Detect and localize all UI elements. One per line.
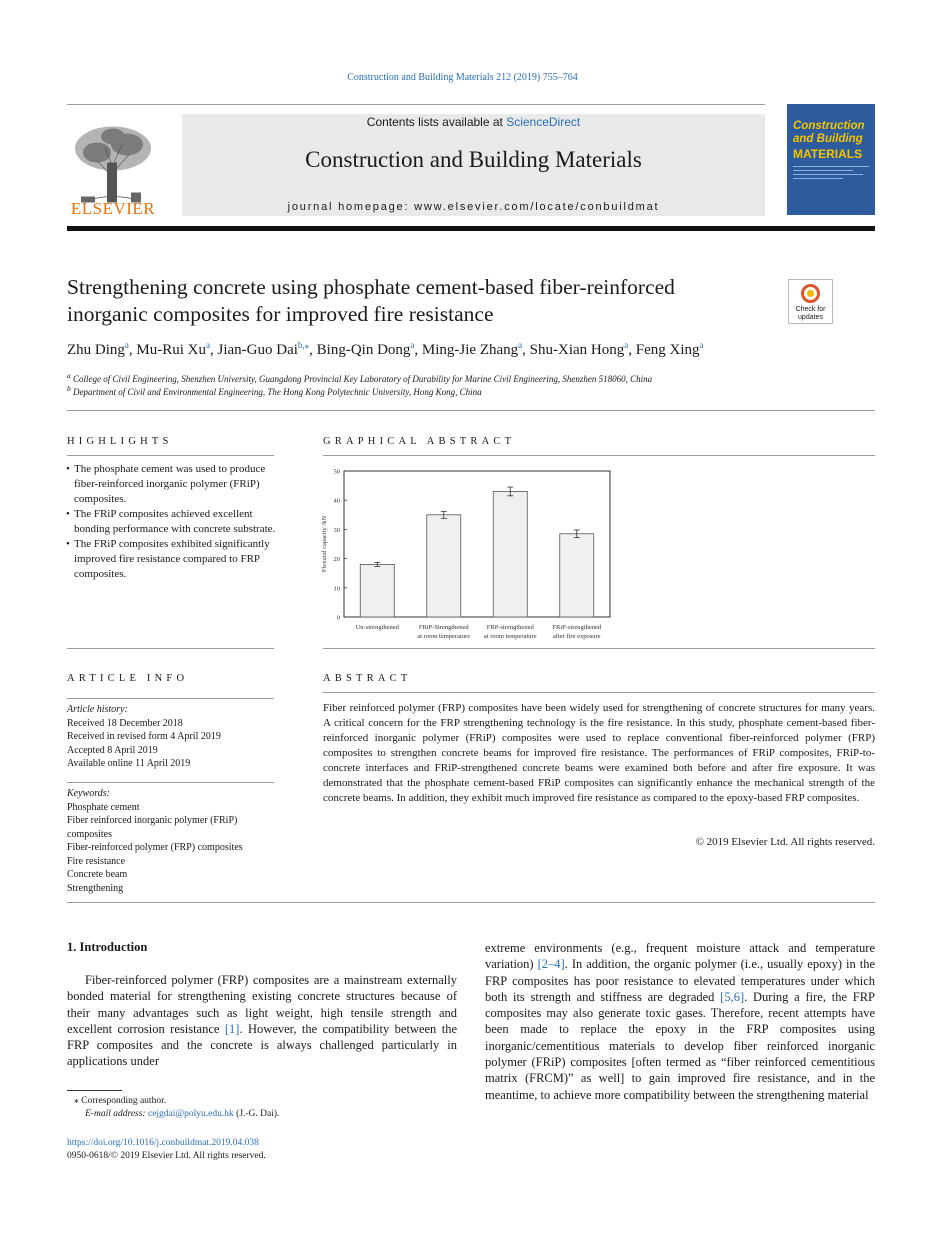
contents-line: [182, 115, 765, 129]
x-category-label: FRiP-strengthened: [552, 624, 602, 631]
email-suffix: (J.-G. Dai).: [233, 1109, 280, 1119]
divider: [323, 648, 875, 649]
author[interactable]: Ming-Jie Zhang: [421, 342, 519, 358]
doi-link[interactable]: https://doi.org/10.1016/j.conbuildmat.2019.04.038: [67, 1138, 259, 1148]
email-note: [85, 1109, 279, 1119]
bar: [360, 564, 394, 617]
y-tick-label: 20: [333, 556, 340, 564]
divider: [67, 648, 274, 649]
keywords-label: Keywords:: [67, 788, 110, 799]
author-sup[interactable]: a: [699, 340, 704, 350]
intro-left-column: [67, 972, 457, 1070]
highlights-heading: HIGHLIGHTS: [67, 436, 173, 447]
highlight-item: • The phosphate cement was used to produce fiber-reinforced inorganic polymer (FRiP) composites.: [67, 462, 277, 507]
issn-line: 0950-0618/© 2019 Elsevier Ltd. All rights reserved.: [67, 1151, 266, 1161]
y-tick-label: 0: [336, 614, 340, 622]
x-category-label: Un-strengthened: [355, 624, 399, 631]
contents-prefix: Contents lists available at: [366, 115, 507, 129]
y-axis-label: Flexural capacity /kN: [321, 515, 328, 573]
intro-text: extreme environments (e.g., frequent moisture attack and temperature variation): [485, 941, 875, 972]
sciencedirect-link[interactable]: ScienceDirect: [506, 115, 581, 129]
author-sup[interactable]: b,⁎: [297, 340, 310, 350]
keywords: [67, 787, 277, 895]
author-sup[interactable]: a: [518, 340, 523, 350]
crossmark-icon: [801, 284, 820, 303]
header-thick-rule: [67, 226, 875, 231]
keyword: Fiber reinforced inorganic polymer (FRiP) composites: [67, 815, 238, 840]
history-item: Available online 11 April 2019: [67, 758, 191, 769]
divider: [67, 902, 875, 903]
journal-cover-image: [787, 104, 875, 215]
highlights-list: [67, 462, 277, 582]
y-tick-label: 50: [333, 468, 340, 476]
x-category-label: FRP-strengthened: [486, 624, 534, 631]
author[interactable]: Shu-Xian Hong: [529, 342, 625, 358]
y-tick-label: 10: [333, 585, 340, 593]
abstract-copyright: © 2019 Elsevier Ltd. All rights reserved.: [695, 836, 875, 848]
intro-text: . During a fire, the FRP composites may also generate toxic gases. Therefore, recent attempts have been made to replace the epoxy in the FRP composites using inorganic/cementitious materials to develop fiber reinforced inorganic polymer (FRiP) composites [often termed as “fiber reinforced cementitious matrix (FRCM)” as well] to gain improved fire resistance, and in the meantime, to achieve more compatibility between the strengthening material: [485, 989, 875, 1102]
affiliation-sup: a: [67, 371, 71, 380]
history-item: Received in revised form 4 April 2019: [67, 731, 221, 742]
highlight-item: • The FRiP composites exhibited significantly improved fire resistance compared to FRP composites.: [67, 537, 277, 582]
x-category-label: at room temperature: [417, 633, 471, 640]
highlight-item: • The FRiP composites achieved excellent bonding performance with concrete substrate.: [67, 507, 277, 537]
citation-link[interactable]: [1]: [224, 1021, 240, 1036]
affiliation-a: [67, 371, 652, 384]
keyword: Phosphate cement: [67, 801, 140, 813]
y-tick-label: 30: [333, 526, 340, 534]
divider: [67, 698, 274, 699]
author-sup[interactable]: a: [124, 340, 129, 350]
email-label: E-mail address:: [85, 1109, 148, 1119]
elsevier-wordmark: ELSEVIER: [70, 199, 156, 218]
title-line-2: inorganic composites for improved fire resistance: [67, 302, 494, 326]
keyword: Concrete beam: [67, 869, 128, 880]
article-title: [67, 274, 777, 328]
history-label: Article history:: [67, 704, 128, 715]
abstract-text: Fiber reinforced polymer (FRP) composites have been widely used for strengthening of concrete structures for many years. A critical concern for the FRP strengthening technology is the fire resistance. In this study, phosphate cement-based fiber-reinforced inorganic polymer (FRiP) composites were used to replace conventional fiber-reinforced polymer (FRP) composites to strengthen concrete beams for improved fire resistance. The performances of FRiP composites, FRiP-to-concrete interfaces and FRiP-strengthened concrete beams were examined both before and after fire exposure. It was demonstrated that the phosphate cement-based FRiP composites can significantly enhance the mechanical strength of the concrete beams. In addition, they exhibit much improved fire resistance as compared to the epoxy-based FRP composites.: [323, 702, 875, 804]
check-updates-label: Check for updates: [795, 306, 826, 321]
author-sup[interactable]: a: [624, 340, 629, 350]
intro-text: . However, the compatibility between the FRP composites and the concrete is always challenged particularly in applications under: [67, 1021, 458, 1069]
abstract-heading: ABSTRACT: [323, 673, 412, 684]
x-category-label: at room temperature: [483, 633, 537, 640]
intro-heading: 1. Introduction: [67, 940, 148, 954]
author[interactable]: Jian-Guo Dai: [217, 342, 298, 358]
author-sup[interactable]: a: [410, 340, 415, 350]
journal-homepage[interactable]: journal homepage: www.elsevier.com/locate/conbuildmat: [287, 201, 660, 213]
citation-link[interactable]: [5,6]: [720, 989, 745, 1004]
keyword: Fiber-reinforced polymer (FRP) composites: [67, 842, 243, 853]
keyword: Fire resistance: [67, 855, 126, 867]
bar: [427, 515, 461, 617]
history-item: Accepted 8 April 2019: [67, 744, 158, 756]
author-sup[interactable]: a: [206, 340, 211, 350]
article-history: [67, 703, 277, 771]
cover-title: Construction and Building: [793, 120, 865, 145]
header-divider: [67, 104, 765, 105]
divider: [323, 455, 875, 456]
article-info-heading: ARTICLE INFO: [67, 673, 189, 684]
citation-link[interactable]: [2–4]: [537, 957, 565, 972]
bar: [493, 491, 527, 617]
affiliation-text: Department of Civil and Environmental Engineering, The Hong Kong Polytechnic University, Hong Kong, China: [73, 387, 482, 397]
email-link[interactable]: cejgdai@polyu.edu.hk: [147, 1109, 234, 1119]
cover-materials: MATERIALS: [793, 147, 863, 161]
author-list: Zhu Ding$^a$, Mu-Rui Xu$^a$, Jian-Guo Dai$^{b,⁎}$, Bing-Qin Dong$^a$, Ming-Jie Zhang$^a$, Shu-Xian Hong$^a$, Feng Xing$^a$: [67, 340, 704, 358]
corresponding-author-note: ⁎ Corresponding author.: [74, 1096, 167, 1106]
history-item: Received 18 December 2018: [67, 717, 183, 729]
author[interactable]: Zhu Ding: [67, 342, 125, 358]
keyword: Strengthening: [67, 882, 124, 894]
graphical-abstract-chart: [316, 462, 626, 644]
author[interactable]: Bing-Qin Dong: [316, 342, 411, 358]
divider: [67, 455, 274, 456]
divider: [67, 410, 875, 411]
divider: [323, 692, 875, 693]
x-category-label: FRiP-Strengthened: [418, 624, 469, 631]
affiliation-b: [67, 384, 482, 397]
title-line-1: Strengthening concrete using phosphate cement-based fiber-reinforced: [67, 275, 675, 299]
divider: [67, 782, 274, 783]
intro-text: . In addition, the organic polymer (i.e., usually epoxy) in the FRP composites has poor resistance to elevated temperatures under which both its strength and stiffness are degraded: [485, 957, 875, 1004]
bar: [560, 534, 594, 617]
intro-right-column: [485, 940, 875, 1103]
affiliation-sup: b: [67, 384, 71, 393]
check-for-updates-button[interactable]: [788, 279, 833, 324]
journal-reference[interactable]: Construction and Building Materials 212 (2019) 755–764: [347, 72, 578, 83]
x-category-label: after fire exposure: [552, 633, 601, 640]
journal-title: Construction and Building Materials: [305, 147, 642, 172]
affiliation-text: College of Civil Engineering, Shenzhen University, Guangdong Provincial Key Laboratory of Durability for Marine Civil Engineering, Shenzhen 518060, China: [73, 374, 653, 384]
footnote-rule: [67, 1090, 122, 1091]
author[interactable]: Feng Xing: [635, 342, 700, 358]
y-tick-label: 40: [333, 497, 340, 505]
graphical-abstract-heading: GRAPHICAL ABSTRACT: [323, 436, 516, 447]
intro-text: Fiber-reinforced polymer (FRP) composites are a mainstream externally bonded material for strengthening existing concrete structures because of their many advantages such as light weight, high tensile strength and excellent corrosion resistance: [67, 973, 457, 1036]
author[interactable]: Mu-Rui Xu: [136, 342, 207, 358]
